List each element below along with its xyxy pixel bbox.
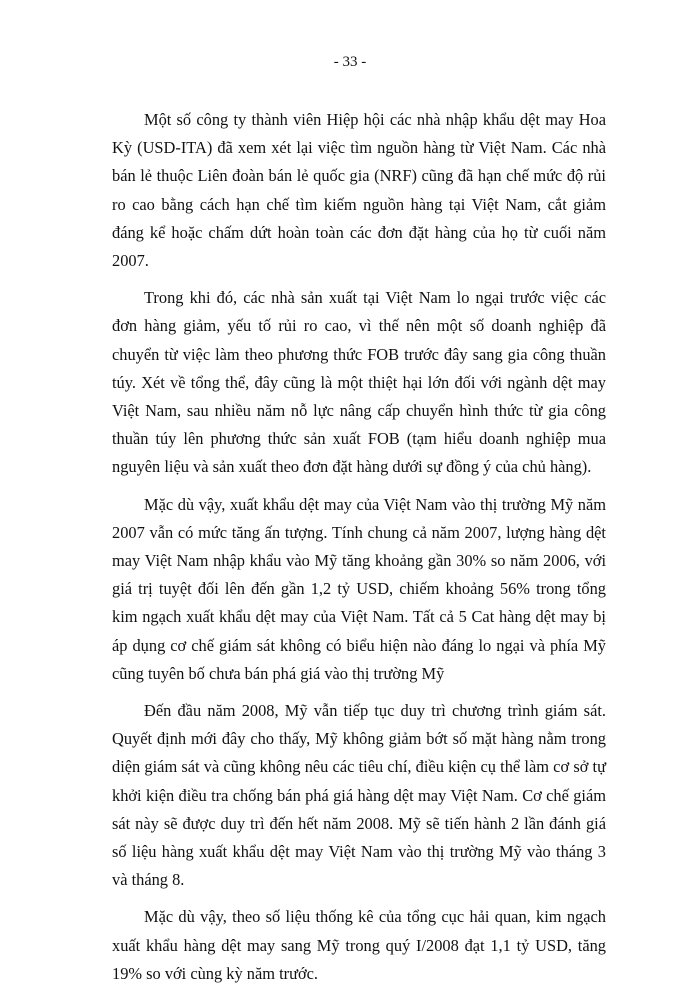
paragraph-4: Đến đầu năm 2008, Mỹ vẫn tiếp tục duy trì chương trình giám sát. Quyết định mới đây cho thấy, Mỹ không giảm bớt số mặt hàng nằm trong diện giám sát và cũng không nêu các tiêu chí, điều kiện cụ thể làm cơ sở tự khởi kiện điều tra chống bán phá giá hàng dệt may Việt Nam. Cơ chế giám sát này sẽ được duy trì đến hết năm 2008. Mỹ sẽ tiến hành 2 lần đánh giá số liệu hàng xuất khẩu dệt may Việt Nam vào thị trường Mỹ vào tháng 3 và tháng 8. xyxy=(112,701,606,890)
document-body xyxy=(112,106,606,988)
paragraph-2: Trong khi đó, các nhà sản xuất tại Việt Nam lo ngại trước việc các đơn hàng giảm, yếu tố rủi ro cao, vì thế nên một số doanh nghiệp đã chuyển từ việc làm theo phương thức FOB trước đây sang gia công thuần túy. Xét về tổng thể, đây cũng là một thiệt hại lớn đối với ngành dệt may Việt Nam, sau nhiều năm nỗ lực nâng cấp chuyển hình thức từ gia công thuần túy lên phương thức sản xuất FOB (tạm hiểu doanh nghiệp mua nguyên liệu và sản xuất theo đơn đặt hàng dưới sự đồng ý của chủ hàng). xyxy=(112,288,606,477)
paragraph-1: Một số công ty thành viên Hiệp hội các nhà nhập khẩu dệt may Hoa Kỳ (USD-ITA) đã xem xét lại việc tìm nguồn hàng từ Việt Nam. Các nhà bán lẻ thuộc Liên đoàn bán lẻ quốc gia (NRF) cũng đã hạn chế mức độ rủi ro cao bằng cách hạn chế tìm kiếm nguồn hàng tại Việt Nam, cắt giảm đáng kể hoặc chấm dứt hoàn toàn các đơn đặt hàng của họ từ cuối năm 2007. xyxy=(112,110,606,271)
paragraph-5: Mặc dù vậy, theo số liệu thống kê của tổng cục hải quan, kim ngạch xuất khẩu hàng dệt may sang Mỹ trong quý I/2008 đạt 1,1 tỷ USD, tăng 19% so với cùng kỳ năm trước. xyxy=(112,907,606,983)
page-number: - 33 - xyxy=(333,54,367,70)
paragraph-3: Mặc dù vậy, xuất khẩu dệt may của Việt Nam vào thị trường Mỹ năm 2007 vẫn có mức tăng ấn tượng. Tính chung cả năm 2007, lượng hàng dệt may Việt Nam nhập khẩu vào Mỹ tăng khoảng gần 30% so năm 2006, với giá trị tuyệt đối lên đến gần 1,2 tỷ USD, chiếm khoảng 56% trong tổng kim ngạch xuất khẩu dệt may của Việt Nam. Tất cả 5 Cat hàng dệt may bị áp dụng cơ chế giám sát không có biểu hiện nào đáng lo ngại và phía Mỹ cũng tuyên bố chưa bán phá giá vào thị trường Mỹ xyxy=(112,494,606,683)
